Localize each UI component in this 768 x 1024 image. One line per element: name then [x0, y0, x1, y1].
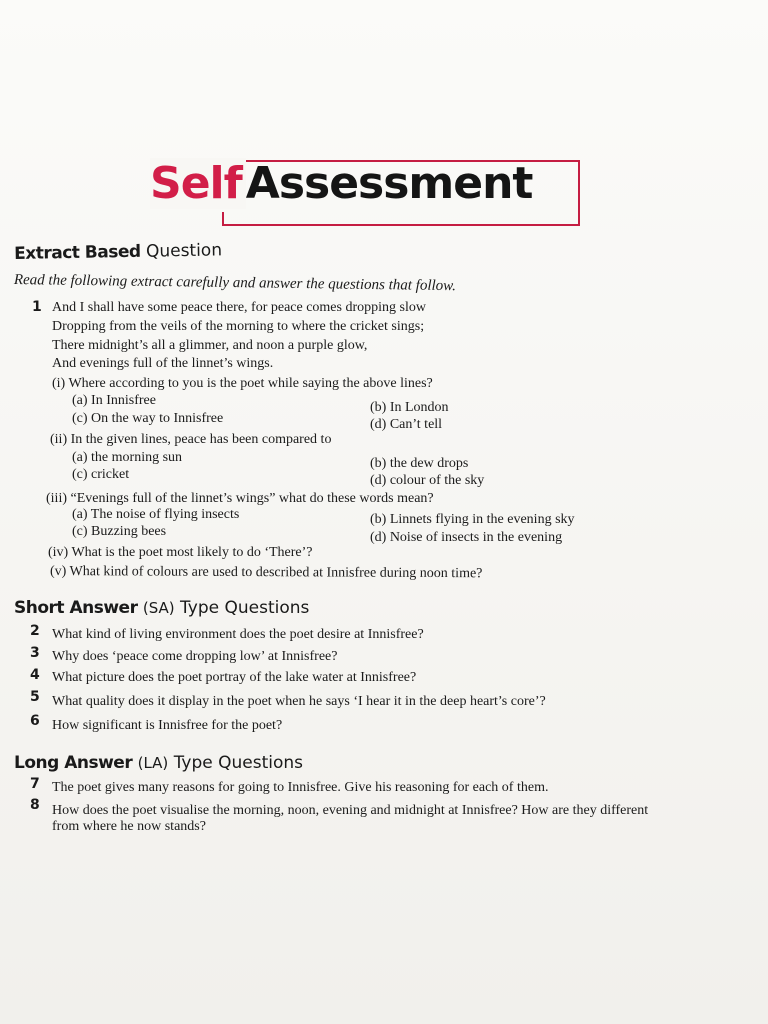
short-question-3: Why does ‘peace come dropping low’ at Innisfree? — [52, 649, 338, 664]
sub-question-4-label: (iv) — [48, 545, 69, 560]
sub-question-4 — [48, 545, 313, 561]
option-1c: (c) On the way to Innisfree — [72, 411, 224, 426]
option-1a: (a) In Innisfree — [72, 393, 156, 408]
short-question-6: How significant is Innisfree for the poet? — [52, 718, 283, 733]
short-answer-heading — [14, 598, 309, 618]
sub-question-5-label: (v) — [49, 564, 67, 580]
question-number-6: 6 — [30, 713, 40, 729]
short-heading-rest: Type Questions — [180, 598, 310, 618]
sub-question-1-text: Where according to you is the poet while saying the above lines? — [68, 376, 433, 391]
option-2b: (b) the dew drops — [370, 456, 469, 471]
poem-line-1: And I shall have some peace there, for peace comes dropping slow — [52, 300, 426, 315]
long-answer-heading — [14, 753, 303, 773]
option-2a: (a) the morning sun — [72, 450, 183, 465]
sub-question-1-label: (i) — [52, 376, 66, 391]
title-self: Self — [150, 158, 246, 209]
short-question-2: What kind of living environment does the poet desire at Innisfree? — [52, 627, 424, 642]
sub-question-4-text: What is the poet most likely to do ‘There’? — [71, 545, 313, 560]
short-question-5: What quality does it display in the poet when he says ‘I hear it in the deep heart’s core’? — [52, 694, 546, 709]
poem-line-3: There midnight’s all a glimmer, and noon a purple glow, — [52, 338, 368, 353]
poem-line-4: And evenings full of the linnet’s wings. — [52, 356, 274, 371]
sub-question-2-label: (ii) — [50, 432, 68, 447]
option-2c: (c) cricket — [72, 467, 130, 482]
question-number-8: 8 — [30, 797, 40, 813]
extract-section-heading — [14, 240, 222, 264]
sub-question-5-text: What kind of colours are used to described at Innisfree during noon time? — [69, 564, 483, 582]
option-2d: (d) colour of the sky — [370, 473, 485, 488]
long-question-7: The poet gives many reasons for going to Innisfree. Give his reasoning for each of them. — [52, 780, 549, 795]
option-3a: (a) The noise of flying insects — [72, 507, 240, 522]
poem-line-2: Dropping from the veils of the morning to where the cricket sings; — [52, 319, 425, 334]
extract-heading-bold: Extract Based — [14, 241, 141, 264]
page-title — [150, 150, 590, 234]
sub-question-3 — [46, 491, 434, 507]
question-number-4: 4 — [30, 667, 40, 683]
sub-question-1 — [52, 376, 433, 392]
question-number-7: 7 — [30, 776, 40, 792]
long-heading-bold: Long Answer — [14, 753, 133, 773]
long-heading-rest: Type Questions — [173, 753, 304, 773]
extract-heading-rest: Question — [145, 240, 223, 262]
question-number-5: 5 — [30, 689, 40, 705]
option-3c: (c) Buzzing bees — [72, 524, 167, 539]
option-1b: (b) In London — [370, 400, 449, 415]
sub-question-2 — [50, 432, 331, 448]
sub-question-3-label: (iii) — [46, 491, 67, 506]
question-number-3: 3 — [30, 645, 40, 661]
question-number-2: 2 — [30, 623, 40, 639]
short-question-4: What picture does the poet portray of the lake water at Innisfree? — [52, 670, 417, 685]
question-number-1: 1 — [32, 299, 42, 315]
short-heading-bold: Short Answer — [14, 598, 138, 618]
title-text — [150, 156, 532, 212]
sub-question-3-text: “Evenings full of the linnet’s wings” what do these words mean? — [70, 491, 434, 506]
short-heading-abbr: (SA) — [142, 599, 175, 617]
long-heading-abbr: (LA) — [137, 754, 169, 772]
title-assessment: Assessment — [245, 158, 533, 209]
sub-question-2-text: In the given lines, peace has been compared to — [70, 432, 332, 447]
option-1d: (d) Can’t tell — [370, 417, 443, 432]
long-question-8-line-1: How does the poet visualise the morning, noon, evening and midnight at Innisfree? How are they different — [52, 803, 649, 818]
option-3d: (d) Noise of insects in the evening — [370, 530, 563, 545]
title-frame-left-bottom — [222, 212, 224, 226]
option-3b: (b) Linnets flying in the evening sky — [370, 512, 575, 527]
sub-question-5 — [50, 564, 483, 582]
long-question-8-line-2: from where he now stands? — [52, 819, 206, 834]
extract-instruction: Read the following extract carefully and answer the questions that follow. — [13, 272, 456, 295]
